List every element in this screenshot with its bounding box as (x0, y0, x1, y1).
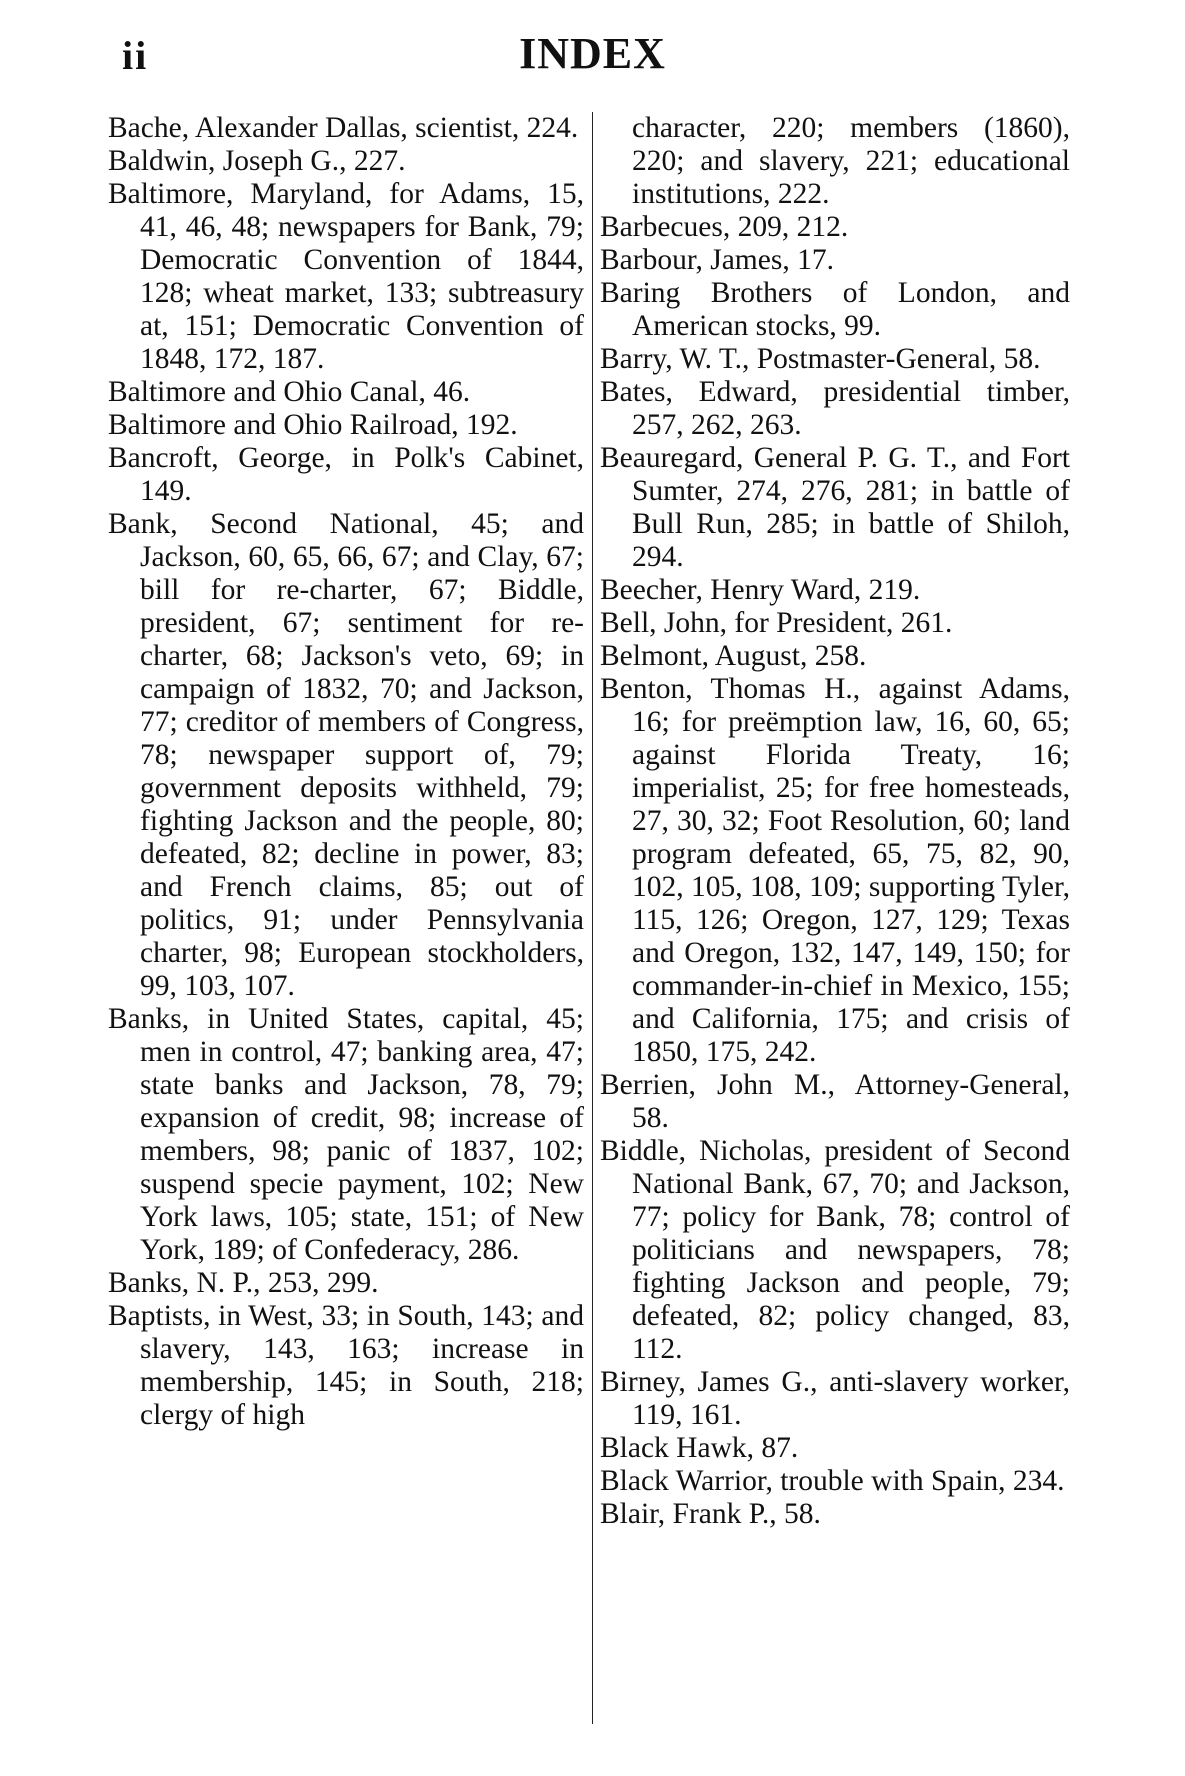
index-entry: Belmont, August, 258. (600, 640, 867, 672)
page-number: ii (122, 33, 149, 78)
index-entry: Berrien, John M., Attorney-General, 58. (600, 1069, 1070, 1134)
index-entry: Birney, James G., anti-slavery worker, 119, 161. (600, 1366, 1070, 1431)
index-column-left (108, 112, 584, 1432)
index-entry: Baltimore and Ohio Railroad, 192. (108, 409, 518, 441)
index-entry: Banks, N. P., 253, 299. (108, 1267, 379, 1299)
index-entry: Bache, Alexander Dallas, scientist, 224. (108, 112, 579, 144)
index-entry: Baltimore and Ohio Canal, 46. (108, 376, 471, 408)
index-entry: Bancroft, George, in Polk's Cabinet, 149. (108, 442, 584, 507)
index-entry: Bates, Edward, presidential timber, 257, 262, 263. (600, 376, 1070, 441)
index-entry: Barry, W. T., Postmaster-General, 58. (600, 343, 1041, 375)
index-entry: Bank, Second National, 45; and Jackson, 60, 65, 66, 67; and Clay, 67; bill for re-charter, 67; Biddle, president, 67; sentiment for re-charter, 68; Jackson's veto, 69; in campaign of 1832, 70; and Jackson, 77; creditor of members of Congress, 78; newspaper support of, 79; government deposits withheld, 79; fighting Jackson and the people, 80; defeated, 82; decline in power, 83; and French claims, 85; out of politics, 91; under Pennsylvania charter, 98; European stockholders, 99, 103, 107. (108, 508, 584, 1002)
index-entry: Black Hawk, 87. (600, 1432, 799, 1464)
index-entry: Blair, Frank P., 58. (600, 1498, 821, 1530)
index-entry: Baptists, in West, 33; in South, 143; and slavery, 143, 163; increase in membership, 145; in South, 218; clergy of high (108, 1300, 584, 1431)
index-entry: Barbour, James, 17. (600, 244, 834, 276)
page-title: INDEX (519, 29, 666, 78)
index-entry: Baring Brothers of London, and American stocks, 99. (600, 277, 1070, 342)
index-entry: Beecher, Henry Ward, 219. (600, 574, 921, 606)
index-entry: Banks, in United States, capital, 45; men in control, 47; banking area, 47; state banks and Jackson, 78, 79; expansion of credit, 98; increase of members, 98; panic of 1837, 102; suspend specie payment, 102; New York laws, 105; state, 151; of New York, 189; of Confederacy, 286. (108, 1003, 584, 1266)
index-entry-continued: character, 220; members (1860), 220; and slavery, 221; educational institutions, 222. (632, 112, 1070, 210)
index-entry: Black Warrior, trouble with Spain, 234. (600, 1465, 1065, 1497)
index-entry: Benton, Thomas H., against Adams, 16; for preëmption law, 16, 60, 65; against Florida Treaty, 16; imperialist, 25; for free homesteads, 27, 30, 32; Foot Resolution, 60; land program defeated, 65, 75, 82, 90, 102, 105, 108, 109; supporting Tyler, 115, 126; Oregon, 127, 129; Texas and Oregon, 132, 147, 149, 150; for commander-in-chief in Mexico, 155; and California, 175; and crisis of 1850, 175, 242. (600, 673, 1070, 1068)
index-entry: Baltimore, Maryland, for Adams, 15, 41, 46, 48; newspapers for Bank, 79; Democratic Convention of 1844, 128; wheat market, 133; subtreasury at, 151; Democratic Convention of 1848, 172, 187. (108, 178, 584, 375)
index-entry: Biddle, Nicholas, president of Second National Bank, 67, 70; and Jackson, 77; policy for Bank, 78; control of politicians and newspapers, 78; fighting Jackson and people, 79; defeated, 82; policy changed, 83, 112. (600, 1135, 1070, 1365)
index-entry: Baldwin, Joseph G., 227. (108, 145, 406, 177)
index-column-right (600, 112, 1070, 1531)
index-entry: Beauregard, General P. G. T., and Fort Sumter, 274, 276, 281; in battle of Bull Run, 285; in battle of Shiloh, 294. (600, 442, 1070, 573)
index-entry: Barbecues, 209, 212. (600, 211, 849, 243)
index-entry: Bell, John, for President, 261. (600, 607, 953, 639)
column-divider (592, 112, 593, 1724)
